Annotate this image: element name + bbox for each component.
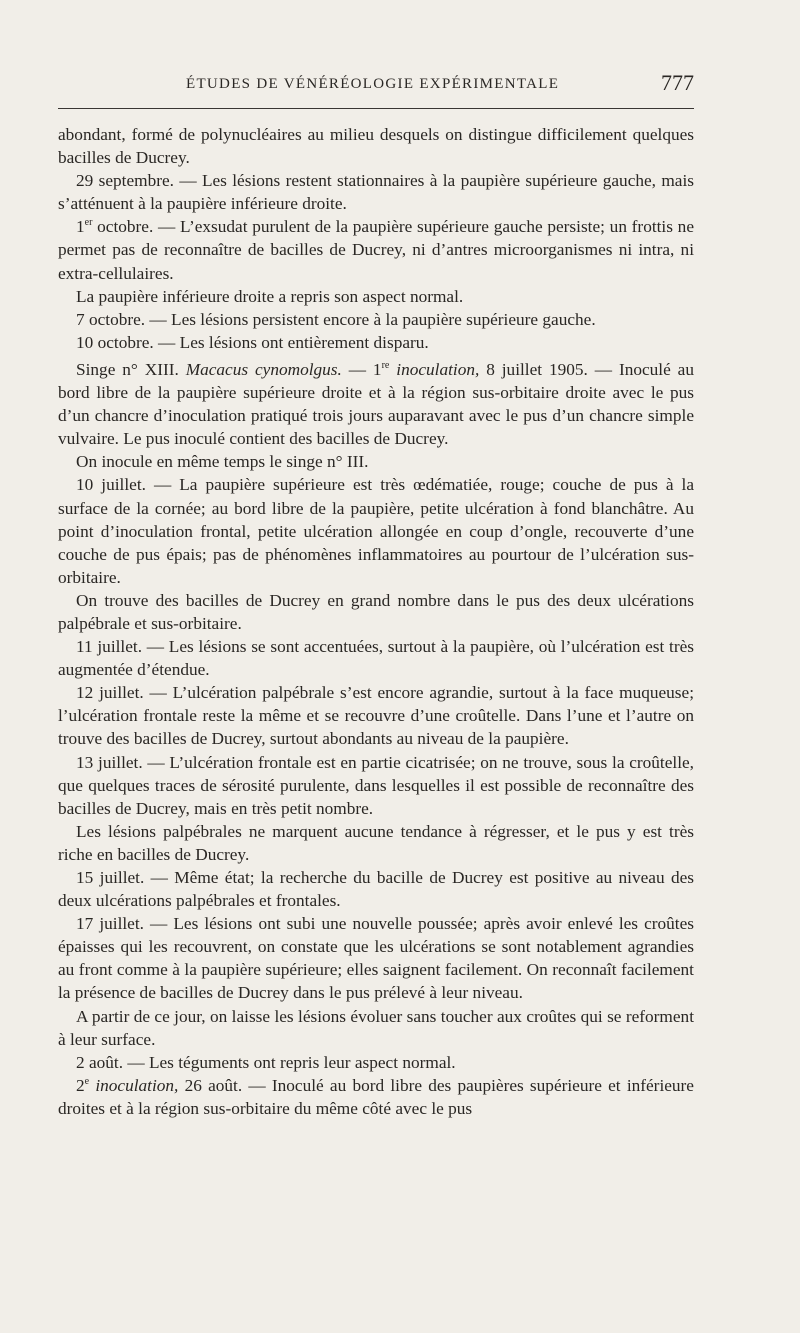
paragraph-continuation: abondant, formé de polynucléaires au milieu desquels on distingue difficilement quelques bacilles de Ducrey. (58, 125, 694, 168)
header-rule (58, 108, 694, 109)
paragraph-11-juillet: 11 juillet. — Les lésions se sont accentuées, surtout à la paupière, où l’ulcération est très augmentée d’étendue. (58, 637, 694, 680)
paragraph-1er-octobre (58, 215, 694, 284)
page-number: 777 (661, 70, 694, 95)
paragraph-lesions-palpebrales: Les lésions palpébrales ne marquent aucune tendance à régresser, et le pus y est très riche en bacilles de Ducrey. (58, 821, 694, 864)
paragraph-singe-xiii (58, 358, 694, 450)
paragraph-29-septembre: 29 septembre. — Les lésions restent stationnaires à la paupière supérieure gauche, mais s’atténuent à la paupière inférieure droite. (58, 171, 694, 214)
paragraph-inocule-singe-iii: On inocule en même temps le singe n° III. (76, 452, 369, 472)
inoculation-label: inoculation, (389, 359, 480, 379)
paragraph-12-juillet: 12 juillet. — L’ulcération palpébrale s’est encore agrandie, surtout à la face muqueuse; l’ulcération frontale reste la même et se recouvre d’une croûtelle. Dans l’une et l’autre on trouve des bacilles de Ducrey, surtout abondants au niveau de la paupière. (58, 683, 694, 749)
species-name: Macacus cynomolgus. (185, 359, 342, 379)
paragraph-17-juillet: 17 juillet. — Les lésions ont subi une nouvelle poussée; après avoir enlevé les croûtes épaisses qui les recouvrent, on constate que les ulcérations se sont notablement agrandies au front comme à la paupière supérieure; elles saignent facilement. On reconnaît facilement la présence de bacilles de Ducrey dans le pus prélevé à leur niveau. (58, 914, 694, 1003)
paragraph-7-octobre: 7 octobre. — Les lésions persistent encore à la paupière supérieure gauche. (76, 309, 596, 329)
ordinal-superscript: re (381, 360, 390, 372)
paragraph-text: 8 juillet 1905. — Inoculé au bord libre de la paupière supérieure droite et à la région sus-orbitaire droite avec le pus d’un chancre d’inoculation pratiqué trois jours auparavant avec le pus d’un chancre simple vulvaire. Le pus inoculé contient des bacilles de Ducrey. (58, 359, 694, 449)
paragraph-13-juillet: 13 juillet. — L’ulcération frontale est en partie cicatrisée; on ne trouve, sous la croûtelle, que quelques traces de sérosité purulente, dans lesquelles il est possible de reconnaître des bacilles de Ducrey, mais en très petit nombre. (58, 752, 694, 818)
ordinal-superscript: er (84, 217, 93, 229)
ordinal-superscript: e (84, 1076, 90, 1088)
day-number: 1 (76, 217, 85, 237)
page-body (58, 123, 694, 1120)
paragraph-text: octobre. — L’exsudat purulent de la paupière supérieure gauche persiste; un frottis ne permet pas de reconnaître de bacilles de Ducrey, ni d’antres microorganismes ni intra, ni extra-cellulaires. (58, 217, 694, 283)
subject-label: Singe n° XIII. (76, 359, 186, 379)
paragraph-10-juillet: 10 juillet. — La paupière supérieure est très œdématiée, rouge; couche de pus à la surface de la cornée; au bord libre de la paupière, petite ulcération à fond blanchâtre. Au point d’inoculation frontal, petite ulcération allongée en coup d’ongle, recouverte d’une couche de pus épais; pas de phénomènes inflammatoires au pourtour de l’ulcération sus-orbitaire. (58, 475, 694, 587)
inoculation-number: — 1 (341, 359, 382, 379)
paragraph-text: 26 août. — Inoculé au bord libre des paupières supérieure et inférieure droites et à la région sus-orbitaire du même côté avec le pus (58, 1075, 694, 1118)
paragraph-2e-inoculation (58, 1074, 694, 1120)
inoculation-label: inoculation, (89, 1075, 179, 1095)
running-header (58, 68, 694, 104)
running-title: ÉTUDES DE VÉNÉRÉOLOGIE EXPÉRIMENTALE (186, 76, 560, 92)
paragraph-2-aout: 2 août. — Les téguments ont repris leur aspect normal. (76, 1052, 456, 1072)
paragraph-bacilles-grand-nombre: On trouve des bacilles de Ducrey en grand nombre dans le pus des deux ulcérations palpébrale et sus-orbitaire. (58, 590, 694, 633)
paragraph-15-juillet: 15 juillet. — Même état; la recherche du bacille de Ducrey est positive au niveau des deux ulcérations palpébrales et frontales. (58, 868, 694, 911)
inoculation-number: 2 (76, 1075, 85, 1095)
paragraph-10-octobre: 10 octobre. — Les lésions ont entièrement disparu. (76, 332, 429, 352)
paragraph-a-partir: A partir de ce jour, on laisse les lésions évoluer sans toucher aux croûtes qui se reforment à leur surface. (58, 1006, 694, 1049)
paragraph-paupiere-inferieure: La paupière inférieure droite a repris son aspect normal. (76, 286, 464, 306)
